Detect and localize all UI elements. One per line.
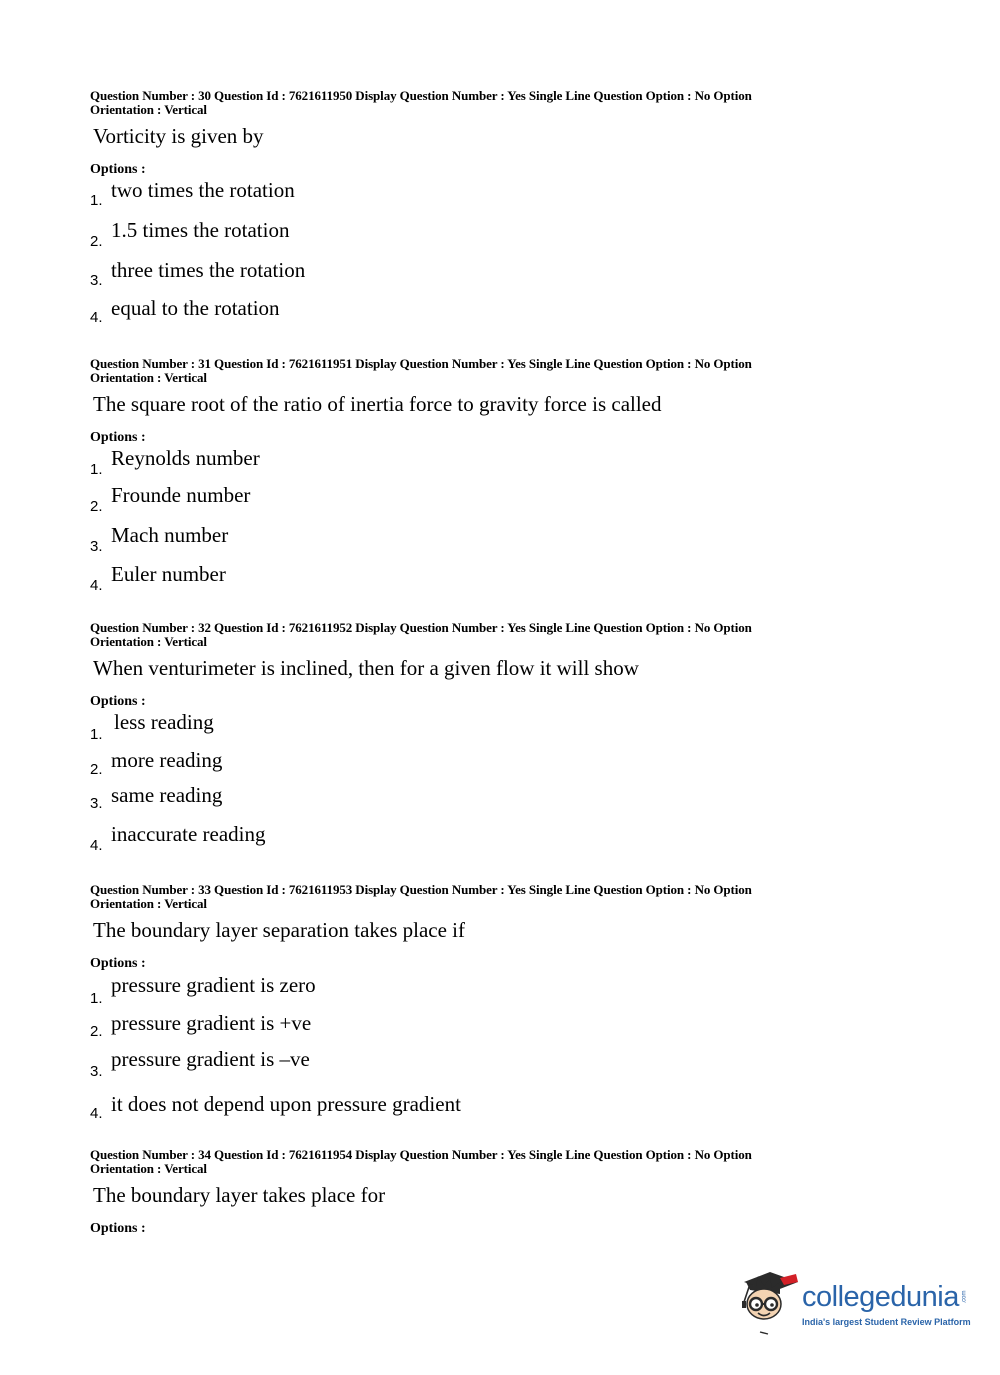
- question-30: [90, 89, 890, 334]
- option-text: equal to the rotation: [111, 296, 280, 320]
- option-text: two times the rotation: [111, 178, 295, 202]
- question-meta: [90, 89, 890, 117]
- meta-line: Orientation : Vertical: [90, 370, 207, 385]
- question-stem: When venturimeter is inclined, then for a given flow it will show: [93, 656, 639, 680]
- question-32: [90, 621, 890, 862]
- option-item: [90, 217, 890, 256]
- option-number: 1.: [90, 192, 103, 209]
- option-item: [90, 823, 890, 862]
- option-item: [90, 1047, 890, 1093]
- option-item: [90, 563, 890, 602]
- options-label: Options :: [90, 694, 146, 709]
- option-text: Mach number: [111, 523, 229, 547]
- option-text: three times the rotation: [111, 258, 306, 282]
- option-item: [90, 178, 890, 217]
- option-item: [90, 1011, 890, 1047]
- meta-line: Orientation : Vertical: [90, 102, 207, 117]
- option-number: 1.: [90, 461, 103, 478]
- option-text: Reynolds number: [111, 446, 260, 470]
- option-text: pressure gradient is zero: [111, 973, 316, 997]
- option-text: less reading: [114, 710, 214, 734]
- option-number: 2.: [90, 233, 103, 250]
- option-number: 3.: [90, 538, 103, 555]
- option-number: 2.: [90, 498, 103, 515]
- option-text: inaccurate reading: [111, 822, 266, 846]
- option-number: 4.: [90, 1105, 103, 1122]
- options-label: Options :: [90, 162, 146, 177]
- question-stem: The boundary layer separation takes place if: [93, 918, 466, 942]
- option-item: [90, 749, 890, 784]
- mascot-icon: [740, 1268, 802, 1340]
- meta-line: Question Number : 33 Question Id : 7621611953 Display Question Number : Yes Single Line Question Option : No Option: [90, 882, 752, 897]
- option-item: [90, 295, 890, 334]
- options-label: Options :: [90, 956, 146, 971]
- collegedunia-logo[interactable]: [740, 1268, 970, 1340]
- option-item: [90, 524, 890, 563]
- meta-line: Orientation : Vertical: [90, 896, 207, 911]
- question-meta: [90, 357, 890, 385]
- option-text: more reading: [111, 748, 223, 772]
- question-meta: [90, 883, 890, 911]
- question-31: [90, 357, 890, 602]
- question-meta: [90, 1148, 890, 1176]
- option-number: 2.: [90, 761, 103, 778]
- option-text: same reading: [111, 783, 223, 807]
- option-text: it does not depend upon pressure gradient: [111, 1092, 461, 1116]
- question-meta: [90, 621, 890, 649]
- question-34: [90, 1148, 890, 1237]
- option-item: [90, 784, 890, 823]
- option-number: 4.: [90, 577, 103, 594]
- option-number: 3.: [90, 1063, 103, 1080]
- logo-tagline: India's largest Student Review Platform: [802, 1317, 971, 1327]
- option-item: [90, 1093, 890, 1132]
- option-number: 1.: [90, 726, 103, 743]
- option-item: [90, 446, 890, 485]
- option-number: 4.: [90, 309, 103, 326]
- option-item: [90, 256, 890, 295]
- question-stem: Vorticity is given by: [93, 124, 264, 148]
- question-stem: The square root of the ratio of inertia force to gravity force is called: [93, 392, 662, 416]
- options-label: Options :: [90, 1221, 146, 1236]
- meta-line: Orientation : Vertical: [90, 1161, 207, 1176]
- option-text: Euler number: [111, 562, 226, 586]
- option-text: 1.5 times the rotation: [111, 218, 290, 242]
- meta-line: Question Number : 31 Question Id : 7621611951 Display Question Number : Yes Single Line Question Option : No Option: [90, 356, 752, 371]
- option-number: 2.: [90, 1023, 103, 1040]
- question-33: [90, 883, 890, 1132]
- meta-line: Orientation : Vertical: [90, 634, 207, 649]
- option-item: [90, 710, 890, 749]
- option-item: [90, 972, 890, 1011]
- question-stem: The boundary layer takes place for: [93, 1183, 386, 1207]
- option-text: pressure gradient is +ve: [111, 1011, 312, 1035]
- option-number: 3.: [90, 272, 103, 289]
- option-item: [90, 485, 890, 524]
- meta-line: Question Number : 32 Question Id : 7621611952 Display Question Number : Yes Single Line Question Option : No Option: [90, 620, 752, 635]
- option-number: 1.: [90, 990, 103, 1007]
- option-text: pressure gradient is –ve: [111, 1047, 310, 1071]
- logo-suffix: .com: [961, 1290, 968, 1304]
- option-number: 4.: [90, 837, 103, 854]
- meta-line: Question Number : 30 Question Id : 7621611950 Display Question Number : Yes Single Line Question Option : No Option: [90, 88, 752, 103]
- option-number: 3.: [90, 795, 103, 812]
- meta-line: Question Number : 34 Question Id : 7621611954 Display Question Number : Yes Single Line Question Option : No Option: [90, 1147, 752, 1162]
- logo-brand: collegedunia: [802, 1281, 959, 1313]
- options-label: Options :: [90, 430, 146, 445]
- option-text: Frounde number: [111, 483, 251, 507]
